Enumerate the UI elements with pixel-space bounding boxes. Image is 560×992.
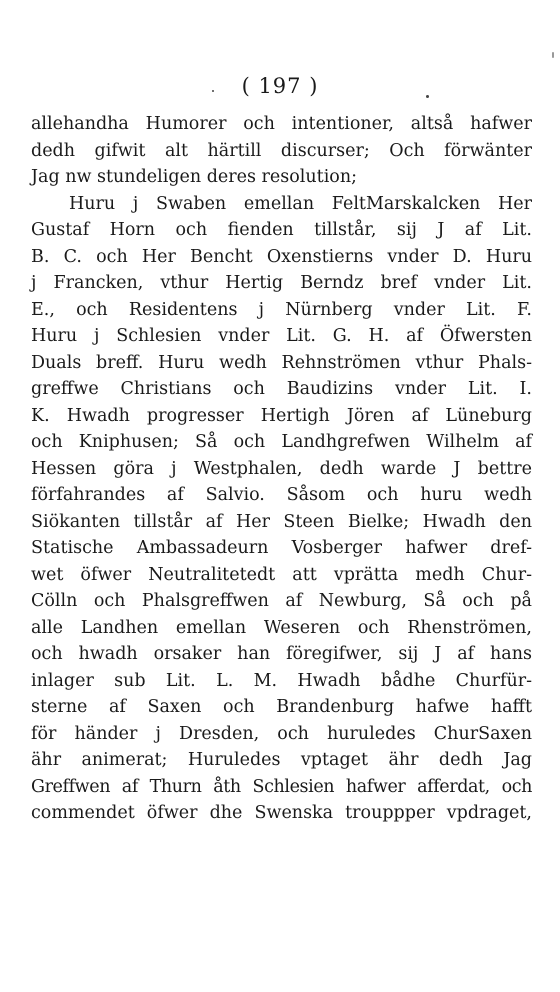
text-line: Greffwen af Thurn åth Schlesien hafwer afferdat, och [31, 776, 532, 797]
ink-speck [552, 52, 554, 58]
text-line: B. C. och Her Bencht Oxenstierns vnder D. Huru [31, 246, 532, 267]
text-line: ähr animerat; Huruledes vptaget ähr dedh Jag [31, 750, 532, 770]
text-line: j Francken, vthur Hertig Berndz bref vnder Lit. [31, 273, 532, 293]
text-line: allehandha Humorer och intentioner, altså hafwer [31, 114, 532, 134]
text-line: förfahrandes af Salvio. Såsom och huru wedh [31, 485, 532, 505]
text-line: inlager sub Lit. L. M. Hwadh bådhe Churfür- [31, 670, 532, 691]
text-line: Gustaf Horn och fienden tillstår, sij J af Lit. [31, 220, 532, 240]
text-line: Jag nw stundeligen deres resolution; [31, 167, 357, 187]
body-text [31, 111, 532, 827]
text-line: Duals breff. Huru wedh Rehnströmen vthur Phals- [31, 352, 532, 373]
text-line: Siökanten tillstår af Her Steen Bielke; Hwadh den [31, 511, 532, 532]
text-line: sterne af Saxen och Brandenburg hafwe hafft [31, 697, 532, 717]
text-line: Huru j Schlesien vnder Lit. G. H. af Öfwersten [31, 326, 532, 346]
text-line: Cölln och Phalsgreffwen af Newburg, Så och på [31, 591, 532, 611]
text-line: Hessen göra j Westphalen, dedh warde J bettre [31, 458, 532, 479]
text-line: K. Hwadh progresser Hertigh Jören af Lüneburg [31, 405, 532, 426]
ink-speck [212, 90, 214, 92]
text-line: dedh gifwit alt härtill discurser; Och förwänter [31, 140, 532, 161]
text-line: Huru j Swaben emellan FeltMarskalcken Her [69, 193, 532, 214]
page-number: ( 197 ) [241, 74, 319, 98]
text-line: greffwe Christians och Baudizins vnder Lit. I. [31, 379, 532, 399]
text-line: commendet öfwer dhe Swenska trouppper vpdraget, [31, 803, 532, 823]
text-line: och Kniphusen; Så och Landhgrefwen Wilhelm af [31, 432, 532, 452]
text-line: alle Landhen emellan Weseren och Rhenströmen, [31, 617, 532, 638]
text-line: E., och Residentens j Nürnberg vnder Lit. F. [31, 299, 532, 320]
ink-speck [426, 95, 429, 98]
text-line: wet öfwer Neutralitetedt att vprätta medh Chur- [31, 564, 532, 585]
text-line: Statische Ambassadeurn Vosberger hafwer dref- [31, 538, 532, 558]
text-line: för händer j Dresden, och huruledes ChurSaxen [31, 723, 532, 744]
text-line: och hwadh orsaker han föregifwer, sij J af hans [31, 644, 532, 664]
